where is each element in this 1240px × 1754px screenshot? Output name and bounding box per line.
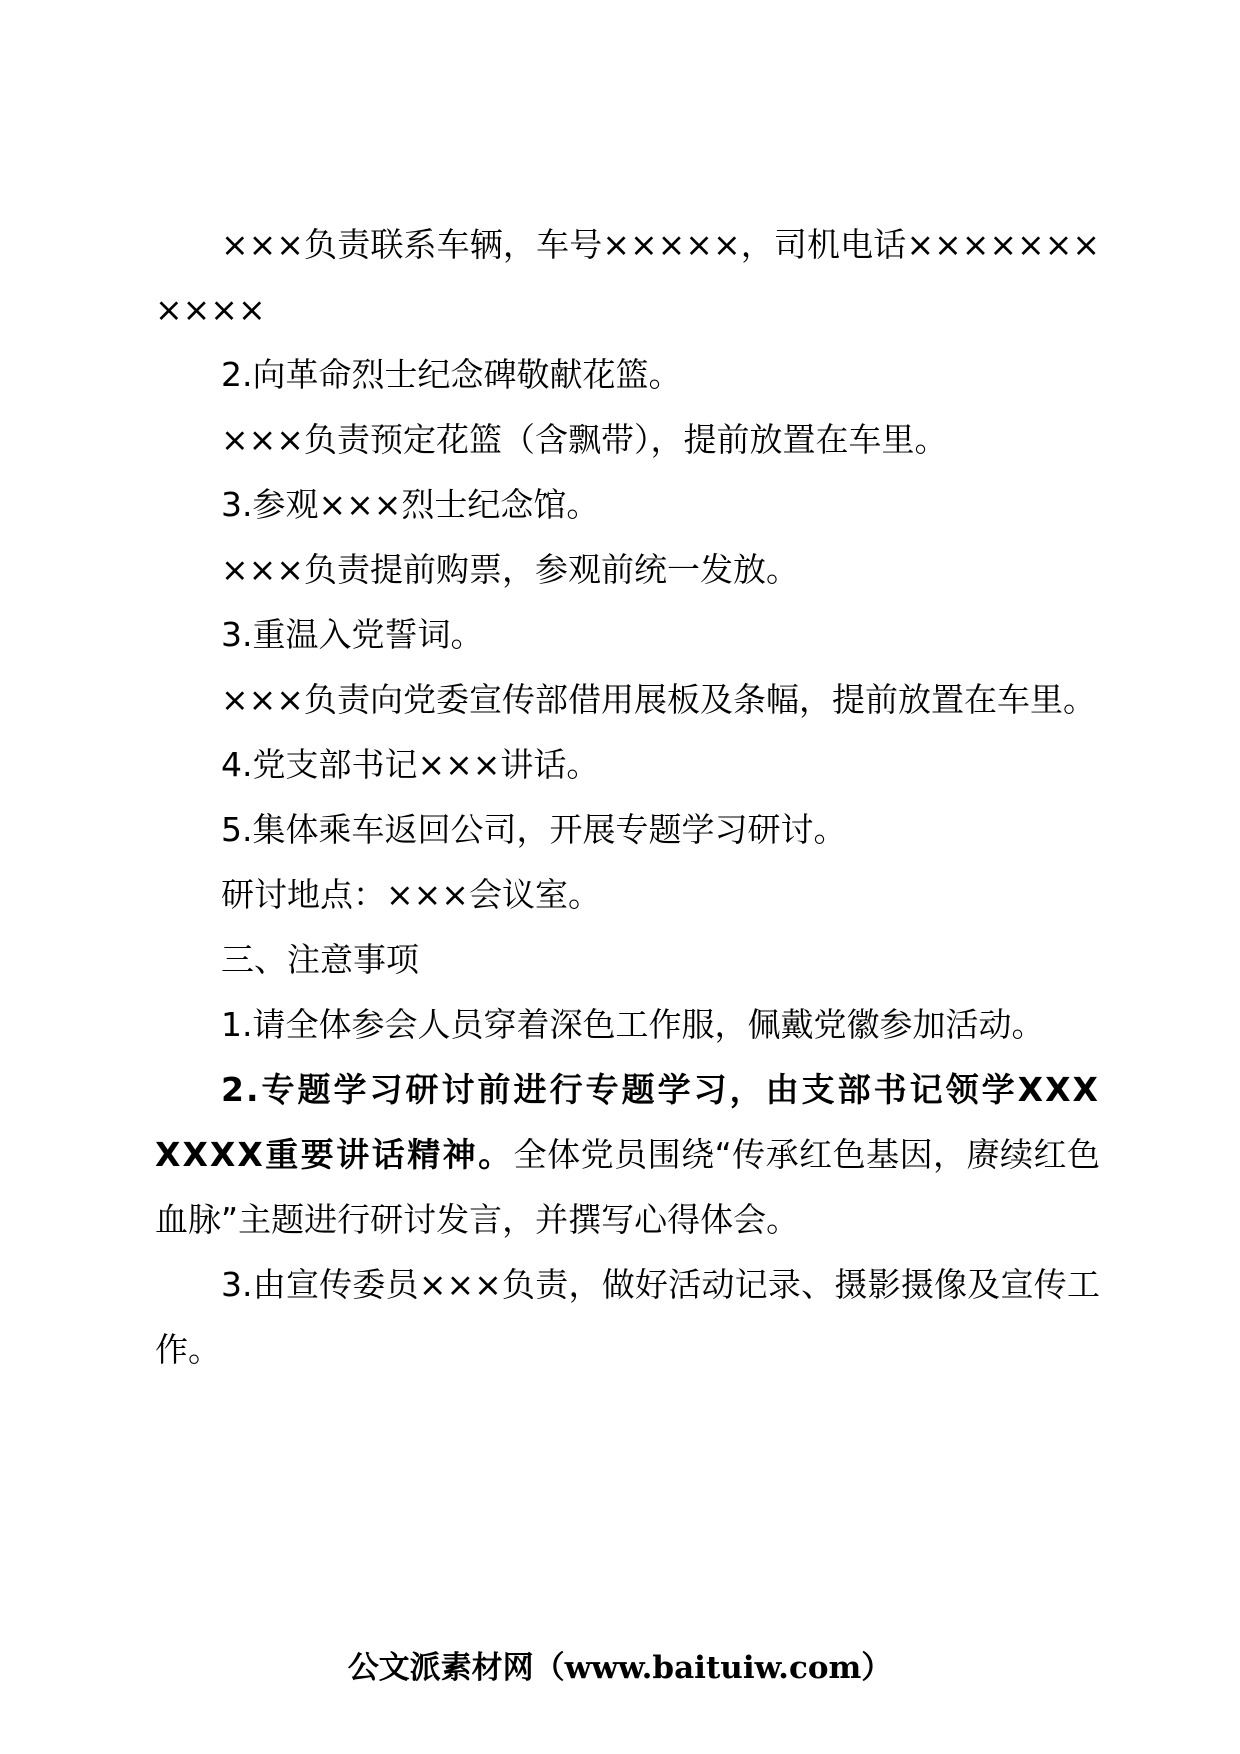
paragraph-item-return: 5.集体乘车返回公司，开展专题学习研讨。 <box>221 810 847 849</box>
paragraph-ticket-duty: ×××负责提前购票，参观前统一发放。 <box>221 550 799 589</box>
paragraph-note-record: 3.由宣传委员×××负责，做好活动记录、摄影摄像及宣传工作。 <box>155 1265 1100 1369</box>
paragraph-note-study: 2.专题学习研讨前进行专题学习，由支部书记领学XXXXXXX重要讲话精神。全体党员围绕“传承红色基因，赓续红色血脉”主题进行研讨发言，并撰写心得体会。 <box>155 1070 1100 1239</box>
bold-lead-text: 2.专题学习研讨前进行专题学习，由支部书记领学XXXXXXX重要讲话精神。 <box>155 1070 1100 1174</box>
paragraph-seminar-location: 研讨地点：×××会议室。 <box>221 875 601 914</box>
paragraph-flower-basket-duty: ×××负责预定花篮（含飘带），提前放置在车里。 <box>221 420 948 459</box>
paragraph-item-oath: 3.重温入党誓词。 <box>221 615 484 654</box>
paragraph-vehicle-contact: ×××负责联系车辆，车号×××××，司机电话××××××××××× <box>155 225 1100 329</box>
paragraph-item-memorial-visit: 3.参观×××烈士纪念馆。 <box>221 485 600 524</box>
document-body <box>155 212 1100 1382</box>
section-heading-notes: 三、注意事项 <box>221 940 419 979</box>
page-footer-source: 公文派素材网（www.baituiw.com） <box>347 1650 893 1686</box>
paragraph-banner-duty: ×××负责向党委宣传部借用展板及条幅，提前放置在车里。 <box>221 680 1096 719</box>
paragraph-item-speech: 4.党支部书记×××讲话。 <box>221 745 600 784</box>
paragraph-item-flower-basket: 2.向革命烈士纪念碑敬献花篮。 <box>221 355 682 394</box>
paragraph-note-dress: 1.请全体参会人员穿着深色工作服，佩戴党徽参加活动。 <box>221 1005 1045 1044</box>
